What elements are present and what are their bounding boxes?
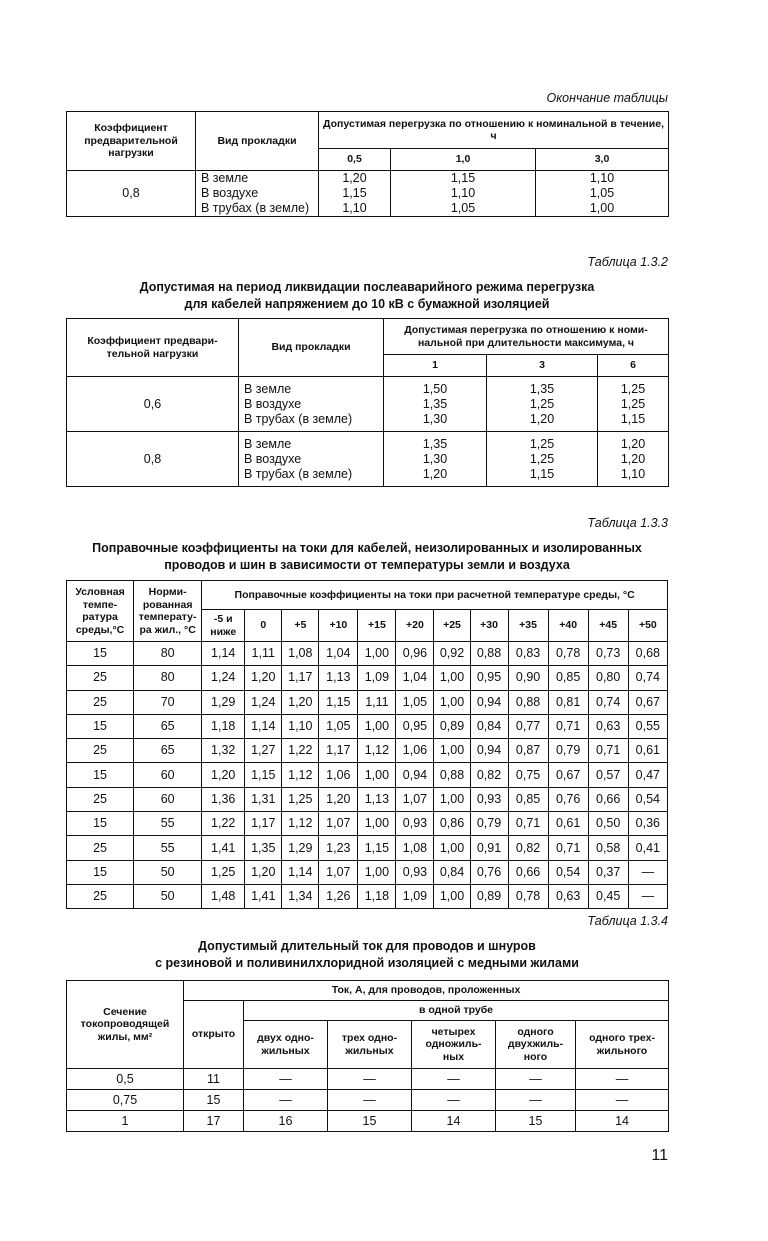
section-cell: 1: [67, 1111, 184, 1132]
coef-cell: 0,82: [508, 836, 548, 860]
coef-cell: 0,47: [628, 763, 667, 787]
coef-cell: 1,36: [202, 787, 245, 811]
table-2-caption: Таблица 1.3.2: [587, 255, 668, 269]
coef-cell: 0,71: [588, 739, 628, 763]
coef-cell: 0,85: [548, 666, 588, 690]
coef-cell: 0,79: [548, 739, 588, 763]
table-4-header-current: Ток, А, для проводов, проложенных: [184, 981, 669, 1001]
current-cell: 11: [184, 1069, 244, 1090]
table-4-header-in-pipe: в одной трубе: [244, 1001, 669, 1021]
table-1-value-cell: 1,20 1,15 1,10: [319, 171, 391, 217]
coef-cell: 1,07: [319, 812, 358, 836]
current-cell: —: [412, 1069, 496, 1090]
coef-cell: 1,25: [202, 860, 245, 884]
current-cell: —: [244, 1090, 328, 1111]
table-2-coef-cell: 0,8: [67, 432, 239, 487]
coef-cell: 0,88: [508, 690, 548, 714]
coef-cell: 1,05: [396, 690, 434, 714]
coef-cell: 0,87: [508, 739, 548, 763]
table-1-value-cell: 1,10 1,05 1,00: [536, 171, 669, 217]
table-2-value-cell: 1,50 1,35 1,30: [384, 377, 487, 432]
table-row: [67, 1111, 669, 1132]
coef-cell: 0,81: [548, 690, 588, 714]
env-temp-cell: 25: [67, 739, 134, 763]
coef-cell: 1,48: [202, 884, 245, 908]
coef-cell: 0,78: [508, 884, 548, 908]
table-3-header-temp: +10: [319, 610, 358, 642]
coef-cell: 0,96: [396, 642, 434, 666]
table-row: [67, 666, 668, 690]
coef-cell: 0,54: [548, 860, 588, 884]
table-3-header-env-temp: Условная темпе- ратура среды,°С: [67, 581, 134, 642]
current-cell: —: [496, 1090, 576, 1111]
coef-cell: 1,00: [434, 739, 470, 763]
table-2-header-hour: 6: [598, 355, 669, 377]
coef-cell: 0,67: [548, 763, 588, 787]
coef-cell: 1,29: [282, 836, 319, 860]
coef-cell: 0,94: [470, 690, 508, 714]
norm-temp-cell: 55: [134, 836, 202, 860]
coef-cell: 0,74: [588, 690, 628, 714]
coef-cell: 0,88: [470, 642, 508, 666]
table-2-value-cell: 1,20 1,20 1,10: [598, 432, 669, 487]
coef-cell: 1,15: [358, 836, 396, 860]
coef-cell: 1,00: [358, 812, 396, 836]
table-2-method-cell: В земле В воздухе В трубах (в земле): [239, 432, 384, 487]
env-temp-cell: 15: [67, 642, 134, 666]
coef-cell: 1,06: [319, 763, 358, 787]
coef-cell: 1,00: [434, 666, 470, 690]
coef-cell: 0,54: [628, 787, 667, 811]
coef-cell: 1,27: [245, 739, 282, 763]
coef-cell: 0,50: [588, 812, 628, 836]
table-2-header-hour: 3: [487, 355, 598, 377]
current-cell: —: [412, 1090, 496, 1111]
table-4-header-pipe-type: трех одно- жильных: [328, 1021, 412, 1069]
current-cell: 16: [244, 1111, 328, 1132]
coef-cell: 1,00: [434, 836, 470, 860]
table-3-title: Поправочные коэффициенты на токи для кабелей, неизолированных и изолированных проводов и шин в зависимости от температуры земли и воздуха: [92, 541, 642, 572]
coef-cell: 1,14: [282, 860, 319, 884]
table-2-header-overload: Допустимая перегрузка по отношению к номи- нальной при длительности максимума, ч: [384, 319, 669, 355]
coef-cell: 1,05: [319, 714, 358, 738]
coef-cell: 0,94: [470, 739, 508, 763]
norm-temp-cell: 70: [134, 690, 202, 714]
table-row: [67, 171, 669, 217]
table-2-value-cell: 1,25 1,25 1,15: [598, 377, 669, 432]
norm-temp-cell: 80: [134, 642, 202, 666]
coef-cell: 0,89: [434, 714, 470, 738]
coef-cell: 1,12: [282, 812, 319, 836]
table-3-header-temp: +5: [282, 610, 319, 642]
table-4-header-pipe-type: одного двухжиль- ного: [496, 1021, 576, 1069]
coef-cell: 0,57: [588, 763, 628, 787]
table-1-header-coef: Коэффициент предварительной нагрузки: [67, 112, 196, 171]
coef-cell: 1,15: [245, 763, 282, 787]
table-2-title: Допустимая на период ликвидации послеаварийного режима перегрузка для кабелей напряжением до 10 кВ с бумажной изоляцией: [139, 280, 595, 311]
table-row: [67, 690, 668, 714]
table-row: [67, 860, 668, 884]
coef-cell: 0,85: [508, 787, 548, 811]
table-row: [67, 1069, 669, 1090]
coef-cell: 0,61: [628, 739, 667, 763]
coef-cell: 0,95: [396, 714, 434, 738]
table-3-header-temp: +30: [470, 610, 508, 642]
table-row: [67, 739, 668, 763]
coef-cell: 0,71: [508, 812, 548, 836]
coef-cell: 0,82: [470, 763, 508, 787]
coef-cell: 1,20: [245, 860, 282, 884]
table-3: [66, 580, 668, 909]
coef-cell: 0,37: [588, 860, 628, 884]
coef-cell: 1,18: [358, 884, 396, 908]
coef-cell: 1,00: [358, 642, 396, 666]
coef-cell: 1,07: [319, 860, 358, 884]
coef-cell: 0,88: [434, 763, 470, 787]
coef-cell: 0,41: [628, 836, 667, 860]
section-cell: 0,75: [67, 1090, 184, 1111]
current-cell: 15: [496, 1111, 576, 1132]
table-2-header-coef: Коэффициент предвари- тельной нагрузки: [67, 319, 239, 377]
coef-cell: 1,34: [282, 884, 319, 908]
coef-cell: 0,89: [470, 884, 508, 908]
coef-cell: 1,24: [202, 666, 245, 690]
coef-cell: 0,84: [470, 714, 508, 738]
coef-cell: 1,00: [358, 763, 396, 787]
norm-temp-cell: 80: [134, 666, 202, 690]
table-4-header-open: открыто: [184, 1001, 244, 1069]
coef-cell: 0,71: [548, 714, 588, 738]
coef-cell: 1,09: [358, 666, 396, 690]
coef-cell: 1,11: [358, 690, 396, 714]
table-row: [67, 642, 668, 666]
table-row: [67, 787, 668, 811]
coef-cell: 1,22: [202, 812, 245, 836]
coef-cell: 0,63: [548, 884, 588, 908]
coef-cell: 1,18: [202, 714, 245, 738]
coef-cell: 1,00: [434, 884, 470, 908]
norm-temp-cell: 65: [134, 714, 202, 738]
table-1-header-hour: 3,0: [536, 149, 669, 171]
coef-cell: 0,93: [396, 860, 434, 884]
section-cell: 0,5: [67, 1069, 184, 1090]
table-3-header-temp: +50: [628, 610, 667, 642]
coef-cell: 0,95: [470, 666, 508, 690]
env-temp-cell: 25: [67, 666, 134, 690]
coef-cell: 1,14: [202, 642, 245, 666]
coef-cell: 0,77: [508, 714, 548, 738]
coef-cell: 1,41: [245, 884, 282, 908]
coef-cell: 1,04: [396, 666, 434, 690]
current-cell: —: [496, 1069, 576, 1090]
coef-cell: 1,14: [245, 714, 282, 738]
current-cell: —: [328, 1090, 412, 1111]
env-temp-cell: 15: [67, 860, 134, 884]
coef-cell: 0,94: [396, 763, 434, 787]
table-3-body: [67, 642, 668, 909]
coef-cell: 0,74: [628, 666, 667, 690]
coef-cell: 0,58: [588, 836, 628, 860]
table-4-caption: Таблица 1.3.4: [587, 914, 668, 928]
table-3-header-temp: +35: [508, 610, 548, 642]
current-cell: 15: [328, 1111, 412, 1132]
coef-cell: —: [628, 884, 667, 908]
coef-cell: 0,75: [508, 763, 548, 787]
norm-temp-cell: 55: [134, 812, 202, 836]
table-1-header-hour: 0,5: [319, 149, 391, 171]
table-4-header-section: Сечение токопроводящей жилы, мм²: [67, 981, 184, 1069]
coef-cell: 1,08: [282, 642, 319, 666]
coef-cell: 1,09: [396, 884, 434, 908]
coef-cell: 1,26: [319, 884, 358, 908]
table-1-header-method: Вид прокладки: [196, 112, 319, 171]
coef-cell: 0,66: [508, 860, 548, 884]
table-4-title: Допустимый длительный ток для проводов и шнуров с резиновой и поливинилхлоридной изоляцией с медными жилами: [155, 939, 579, 970]
table-row: [67, 714, 668, 738]
table-1-value-cell: 1,15 1,10 1,05: [391, 171, 536, 217]
norm-temp-cell: 60: [134, 787, 202, 811]
current-cell: 15: [184, 1090, 244, 1111]
current-cell: —: [576, 1090, 669, 1111]
coef-cell: 0,71: [548, 836, 588, 860]
current-cell: —: [328, 1069, 412, 1090]
table-3-header-temp: +25: [434, 610, 470, 642]
env-temp-cell: 25: [67, 787, 134, 811]
table-1-header-hour: 1,0: [391, 149, 536, 171]
coef-cell: 1,31: [245, 787, 282, 811]
table-row: [67, 763, 668, 787]
table-1: [66, 111, 669, 217]
env-temp-cell: 15: [67, 714, 134, 738]
coef-cell: 1,13: [358, 787, 396, 811]
coef-cell: 0,80: [588, 666, 628, 690]
table-2-value-cell: 1,35 1,25 1,20: [487, 377, 598, 432]
coef-cell: 1,00: [434, 787, 470, 811]
coef-cell: 1,20: [282, 690, 319, 714]
norm-temp-cell: 50: [134, 884, 202, 908]
env-temp-cell: 15: [67, 812, 134, 836]
coef-cell: 0,90: [508, 666, 548, 690]
coef-cell: 0,73: [588, 642, 628, 666]
env-temp-cell: 15: [67, 763, 134, 787]
table-2-value-cell: 1,35 1,30 1,20: [384, 432, 487, 487]
env-temp-cell: 25: [67, 884, 134, 908]
coef-cell: 1,32: [202, 739, 245, 763]
coef-cell: 0,68: [628, 642, 667, 666]
coef-cell: 1,20: [202, 763, 245, 787]
coef-cell: 0,79: [470, 812, 508, 836]
norm-temp-cell: 65: [134, 739, 202, 763]
table-2-value-cell: 1,25 1,25 1,15: [487, 432, 598, 487]
coef-cell: 1,10: [282, 714, 319, 738]
coef-cell: 1,15: [319, 690, 358, 714]
table-3-header-temp: +20: [396, 610, 434, 642]
coef-cell: 0,45: [588, 884, 628, 908]
norm-temp-cell: 50: [134, 860, 202, 884]
table-row: [67, 432, 669, 487]
table-3-caption: Таблица 1.3.3: [587, 516, 668, 530]
table-row: [67, 377, 669, 432]
table-2-header-hour: 1: [384, 355, 487, 377]
current-cell: —: [244, 1069, 328, 1090]
coef-cell: 0,66: [588, 787, 628, 811]
table-row: [67, 1090, 669, 1111]
coef-cell: 1,20: [319, 787, 358, 811]
table-4-header-pipe-type: одного трех- жильного: [576, 1021, 669, 1069]
coef-cell: 1,06: [396, 739, 434, 763]
coef-cell: 1,12: [282, 763, 319, 787]
table-row: [67, 836, 668, 860]
coef-cell: 0,78: [548, 642, 588, 666]
coef-cell: 1,07: [396, 787, 434, 811]
coef-cell: 1,22: [282, 739, 319, 763]
table-3-header-temp: -5 и ниже: [202, 610, 245, 642]
coef-cell: 0,92: [434, 642, 470, 666]
coef-cell: 0,36: [628, 812, 667, 836]
table-4: [66, 980, 669, 1132]
env-temp-cell: 25: [67, 836, 134, 860]
coef-cell: 0,86: [434, 812, 470, 836]
coef-cell: 0,83: [508, 642, 548, 666]
coef-cell: 1,23: [319, 836, 358, 860]
current-cell: 14: [576, 1111, 669, 1132]
table-3-header-temp: 0: [245, 610, 282, 642]
table-3-header-coefs: Поправочные коэффициенты на токи при расчетной температуре среды, °С: [202, 581, 668, 610]
table-4-header-pipe-type: четырех одножиль- ных: [412, 1021, 496, 1069]
coef-cell: 1,17: [245, 812, 282, 836]
coef-cell: 0,93: [396, 812, 434, 836]
coef-cell: 1,12: [358, 739, 396, 763]
current-cell: 14: [412, 1111, 496, 1132]
coef-cell: 1,00: [434, 690, 470, 714]
table-2-header-method: Вид прокладки: [239, 319, 384, 377]
coef-cell: 1,11: [245, 642, 282, 666]
table-1-header-overload: Допустимая перегрузка по отношению к номинальной в течение, ч: [319, 112, 669, 149]
table-2-method-cell: В земле В воздухе В трубах (в земле): [239, 377, 384, 432]
current-cell: 17: [184, 1111, 244, 1132]
coef-cell: 1,24: [245, 690, 282, 714]
coef-cell: 0,67: [628, 690, 667, 714]
table-2-coef-cell: 0,6: [67, 377, 239, 432]
table-4-header-pipe-type: двух одно- жильных: [244, 1021, 328, 1069]
table-1-caption: Окончание таблицы: [546, 91, 668, 105]
coef-cell: 0,76: [470, 860, 508, 884]
table-3-header-temp: +40: [548, 610, 588, 642]
coef-cell: 0,91: [470, 836, 508, 860]
coef-cell: 0,55: [628, 714, 667, 738]
coef-cell: —: [628, 860, 667, 884]
table-3-header-temp: +45: [588, 610, 628, 642]
coef-cell: 1,17: [282, 666, 319, 690]
coef-cell: 0,76: [548, 787, 588, 811]
coef-cell: 0,84: [434, 860, 470, 884]
coef-cell: 0,63: [588, 714, 628, 738]
coef-cell: 1,08: [396, 836, 434, 860]
coef-cell: 0,61: [548, 812, 588, 836]
current-cell: —: [576, 1069, 669, 1090]
table-4-body: [67, 1069, 669, 1132]
coef-cell: 1,04: [319, 642, 358, 666]
coef-cell: 1,25: [282, 787, 319, 811]
coef-cell: 1,35: [245, 836, 282, 860]
table-row: [67, 812, 668, 836]
coef-cell: 1,41: [202, 836, 245, 860]
coef-cell: 1,00: [358, 860, 396, 884]
table-2: [66, 318, 669, 487]
page-number: 11: [651, 1147, 668, 1164]
env-temp-cell: 25: [67, 690, 134, 714]
table-row: [67, 884, 668, 908]
table-3-header-norm-temp: Норми- рованная температу- ра жил., °С: [134, 581, 202, 642]
coef-cell: 1,29: [202, 690, 245, 714]
table-1-method-cell: В земле В воздухе В трубах (в земле): [196, 171, 319, 217]
coef-cell: 1,20: [245, 666, 282, 690]
coef-cell: 1,17: [319, 739, 358, 763]
norm-temp-cell: 60: [134, 763, 202, 787]
coef-cell: 1,00: [358, 714, 396, 738]
table-3-header-temp: +15: [358, 610, 396, 642]
coef-cell: 0,93: [470, 787, 508, 811]
table-1-coef-cell: 0,8: [67, 171, 196, 217]
coef-cell: 1,13: [319, 666, 358, 690]
